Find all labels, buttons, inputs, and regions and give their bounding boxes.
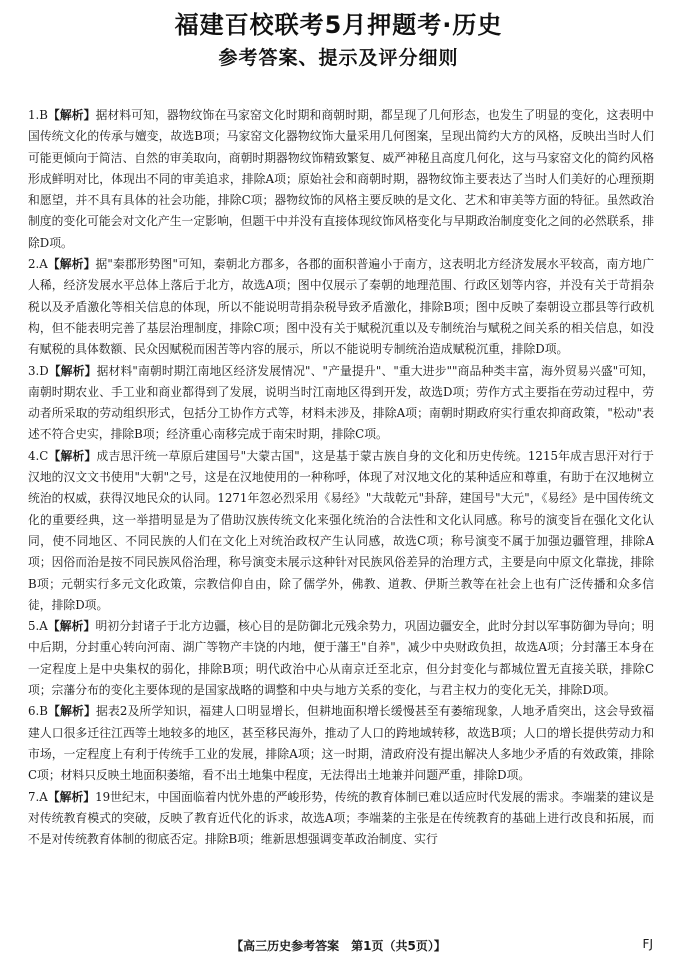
item-number: 1. bbox=[28, 108, 40, 122]
page-subtitle: 参考答案、提示及评分细则 bbox=[218, 47, 459, 69]
item-text: 据"秦郡形势图"可知，秦朝北方郡多，各郡的面积普遍小于南方，这表明北方经济发展水平较高，南方地广人稀，经济发展水平总体上落后于北方，故选A项；图中仅展示了秦朝的地理范围、行政区划等内容，并没有关于苛捐杂税以及矛盾激化等相关信息的体现，所以不能说明苛捐杂税导致矛盾激化，排除B项；图中反映了秦朝设立郡县等行政机构，但不能表明完善了基层治理制度，排除C项；图中没有关于赋税沉重以及专制统治与赋税之间关系的相关信息，如没有赋税的具体数额、民众因赋税而困苦等内容的展示，所以不能说明专制统治造成赋税沉重，排除D项。 bbox=[28, 257, 654, 357]
item-answer: B bbox=[39, 704, 48, 719]
item-text: 据材料可知，器物纹饰在马家窑文化时期和商朝时期，都呈现了几何形态，也发生了明显的变化，这表明中国传统文化的传承与嬗变，故选B项；马家窑文化器物纹饰大量采用几何图案，呈现出简约大方的风格，反映出当时人们可能更倾向于简洁、自然的审美取向，商朝时期器物纹饰精致繁复、威严神秘且高度几何化，这与马家窑文化的简约风格形成鲜明对比，体现出不同的审美追求，排除A项；原始社会和商朝时期，器物纹饰主要表达了当时人们美好的心理预期和愿望，并不具有具体的社会功能，排除C项；器物纹饰的风格主要反映的是文化、艺术和审美等方面的特征。虽然政治制度的变化可能会对文化产生一定影响，但题干中并没有直接体现纹饰风格变化与早期政治制度变化之间的必然联系，排除D项。 bbox=[28, 108, 654, 250]
item-answer: C bbox=[39, 448, 49, 463]
item-tag: 【解析】 bbox=[48, 363, 97, 378]
answer-item-6 bbox=[28, 701, 654, 786]
item-text: 据表2及所学知识，福建人口明显增长，但耕地面积增长缓慢甚至有萎缩现象，人地矛盾突出，这会导致福建人口很多迁往江西等土地较多的地区，甚至移民海外，推动了人口的跨地域转移，故选B项；人口的增长提供劳动力和市场，一定程度上有利于传统手工业的发展，排除A项；这一时期，清政府没有提出解决人多地少矛盾的有效政策，排除C项；材料只反映土地面积萎缩，看不出土地集中程度，无法得出土地兼并问题严重，排除D项。 bbox=[28, 704, 654, 783]
item-text: 19世纪末，中国面临着内忧外患的严峻形势，传统的教育体制已难以适应时代发展的需求。李端棻的建议是对传统教育模式的突破，反映了教育近代化的诉求，故选A项；李端棻的主张是在传统教育的基础上进行改良和拓展，而不是对传统教育体制的彻底否定。排除B项；维新思想强调变革政治制度、实行 bbox=[28, 789, 654, 847]
answer-item-2 bbox=[28, 254, 654, 360]
item-number: 4. bbox=[28, 448, 40, 463]
item-number: 7. bbox=[28, 789, 40, 804]
answer-item-7 bbox=[28, 787, 654, 851]
item-number: 5. bbox=[28, 619, 40, 634]
item-tag: 【解析】 bbox=[47, 619, 96, 634]
answer-item-5 bbox=[28, 616, 654, 701]
page-footer: 【高三历史参考答案 第1页（共5页）】 bbox=[231, 939, 446, 953]
item-number: 3. bbox=[28, 363, 40, 378]
item-text: 成吉思汗统一草原后建国号"大蒙古国"，这是基于蒙古族自身的文化和历史传统。1215年成吉思汗对行于汉地的汉文文书使用"大朝"之号，这是在汉地使用的一种称呼，体现了对汉地文化的某种适应和尊重，有助于在汉地树立统治的权威，获得汉地民众的认同。1271年忽必烈采用《易经》"大哉乾元"卦辞，建国号"大元"，《易经》是中国传统文化的重要经典，这一举措明显是为了借助汉族传统文化来强化统治的合法性和文化认同感。称号的演变旨在强化文化认同，使不同地区、不同民族的人们在文化上对统治政权产生认同感，故选C项；称号演变不属于加强边疆管理，排除A项；因俗而治是按不同民族风俗治理，称号演变未展示这种针对民族风俗差异的治理方式，主要是向中原文化靠拢，排除B项；元朝实行多元文化政策，宗教信仰自由，除了儒学外，佛教、道教、伊斯兰教等在社会上也有广泛传播和众多信徒，排除D项。 bbox=[28, 448, 654, 612]
page-title: 福建百校联考5月押题考·历史 bbox=[174, 11, 503, 39]
item-answer: A bbox=[39, 789, 48, 804]
item-tag: 【解析】 bbox=[47, 704, 96, 719]
item-number: 2. bbox=[28, 257, 40, 272]
item-tag: 【解析】 bbox=[47, 257, 96, 272]
answer-item-4 bbox=[28, 446, 654, 616]
item-text: 据材料"南朝时期江南地区经济发展情况"、"产量提升"、"重大进步""商品种类丰富，海外贸易兴盛"可知，南朝时期农业、手工业和商业都得到了发展，说明当时江南地区得到开发，故选D项；劳作方式主要指在劳动过程中，劳动者所采取的劳动组织形式，包括分工协作方式等，材料未涉及，排除A项；南朝时期政府实行重农抑商政策，"松动"表述不符合史实，排除B项；经济重心南移完成于南宋时期，排除C项。 bbox=[28, 363, 654, 442]
item-tag: 【解析】 bbox=[48, 448, 97, 463]
answer-item-1 bbox=[28, 105, 654, 254]
footer-code: FJ bbox=[642, 937, 653, 951]
item-number: 6. bbox=[28, 704, 40, 719]
item-tag: 【解析】 bbox=[47, 108, 96, 122]
item-answer: D bbox=[39, 363, 49, 378]
item-text: 明初分封诸子于北方边疆，核心目的是防御北元残余势力，巩固边疆安全，此时分封以军事防御为导向；明中后期，分封重心转向河南、湖广等物产丰饶的内地，便于藩王"自养"，减少中央财政负担，故选A项；分封藩王本身在一定程度上是中央集权的弱化，排除B项；明代政治中心从南京迁至北京，但分封变化与都城位置无直接关联，排除C项；宗藩分布的变化主要体现的是国家战略的调整和中央与地方关系的变化，与君主权力的变化无关，排除D项。 bbox=[28, 619, 654, 698]
item-answer: B bbox=[39, 108, 48, 122]
answer-list bbox=[28, 105, 654, 850]
item-answer: A bbox=[39, 257, 48, 272]
item-tag: 【解析】 bbox=[47, 789, 96, 804]
item-answer: A bbox=[39, 619, 48, 634]
answer-item-3 bbox=[28, 361, 654, 446]
